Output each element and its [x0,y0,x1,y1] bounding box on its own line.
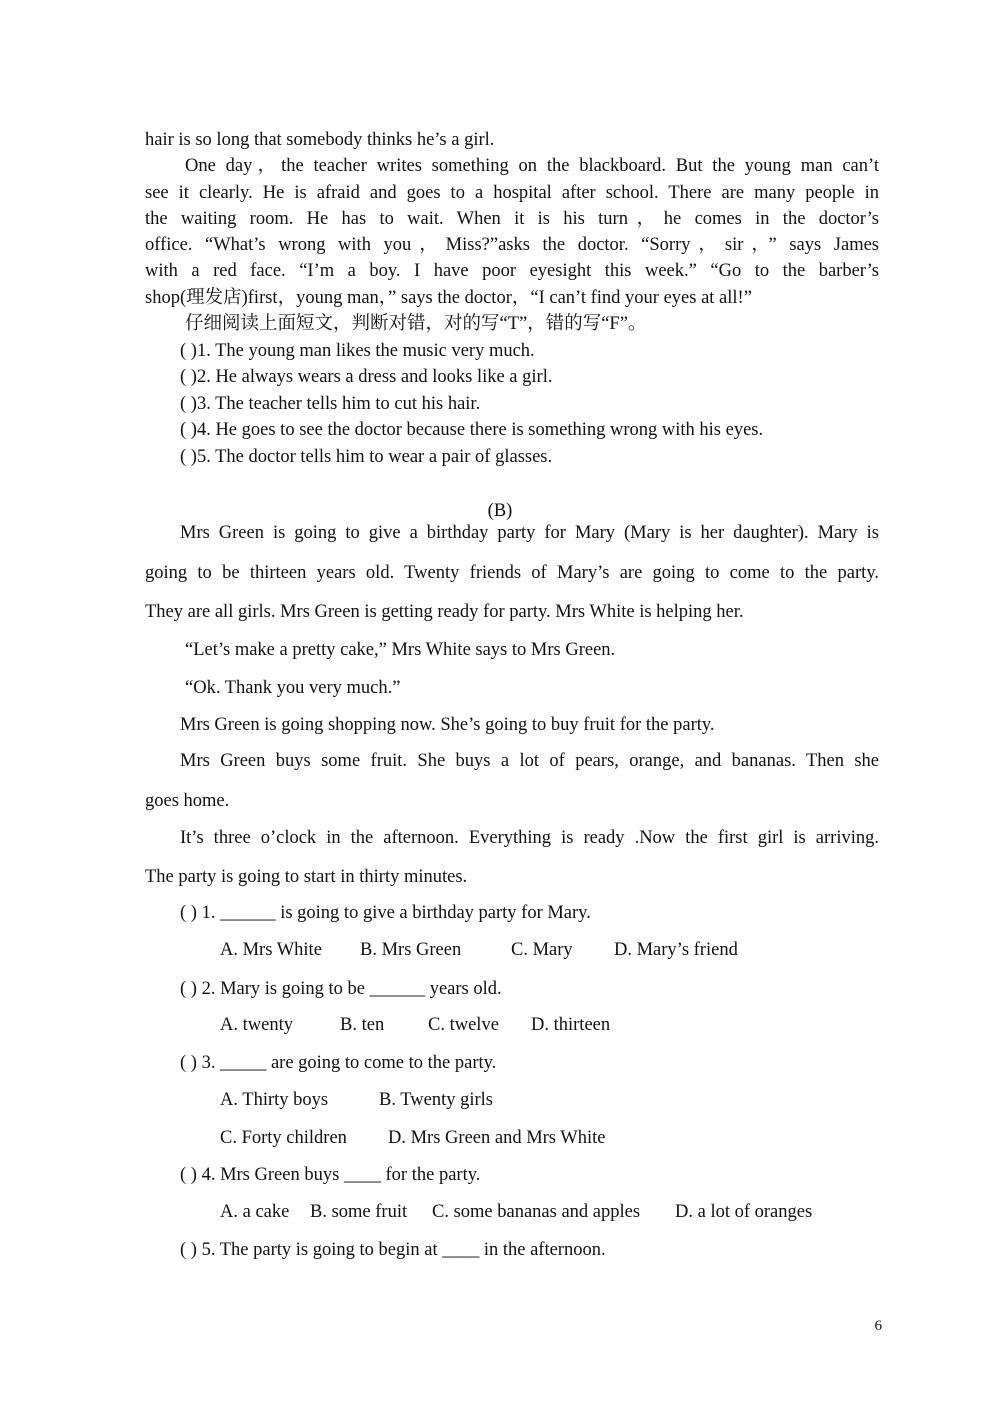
mc-option: D. a lot of oranges [675,1202,813,1222]
mc-question-stem: ( ) 3. _____ are going to come to the party. [180,1053,497,1073]
mc-option: D. Mary’s friend [614,940,738,960]
passage-b-line: Mrs Green buys some fruit. She buys a lot of pears, orange, and bananas. Then she [180,751,879,771]
mc-option: B. Mrs Green [360,940,462,960]
tf-question: ( )3. The teacher tells him to cut his hair. [180,394,481,414]
passage-b-line: “Let’s make a pretty cake,” Mrs White says to Mrs Green. [185,640,616,660]
mc-option: B. some fruit [310,1202,408,1222]
passage-b-line: They are all girls. Mrs Green is getting ready for party. Mrs White is helping her. [145,602,744,622]
tf-question: ( )2. He always wears a dress and looks like a girl. [180,367,553,387]
mc-option: C. Forty children [220,1128,347,1148]
mc-question-stem: ( ) 4. Mrs Green buys ____ for the party. [180,1165,481,1185]
tf-question: ( )1. The young man likes the music very much. [180,341,535,361]
mc-option: A. twenty [220,1015,293,1035]
mc-option: A. Thirty boys [220,1090,329,1110]
passage-b-line: The party is going to start in thirty minutes. [145,867,468,887]
page-number: 6 [874,1318,882,1334]
mc-question-stem: ( ) 1. ______ is going to give a birthday party for Mary. [180,903,591,923]
passage-a-line: see it clearly. He is afraid and goes to a hospital after school. There are many people in [145,183,879,203]
tf-instruction: 仔细阅读上面短文，判断对错，对的写“T”，错的写“F”。 [185,314,647,334]
passage-a-line: hair is so long that somebody thinks he’s a girl. [145,130,495,150]
mc-options [220,1091,493,1110]
mc-option: A. a cake [220,1202,290,1222]
mc-option: B. ten [340,1015,385,1035]
tf-question: ( )5. The doctor tells him to wear a pair of glasses. [180,447,553,467]
mc-option: C. twelve [428,1015,499,1035]
mc-option: D. Mrs Green and Mrs White [388,1128,606,1148]
mc-option: B. Twenty girls [379,1090,493,1110]
mc-options [220,941,738,960]
passage-b-line: Mrs Green is going to give a birthday party for Mary (Mary is her daughter). Mary is [180,523,879,543]
passage-a-line: the waiting room. He has to wait. When it is his turn，he comes in the doctor’s [145,209,879,229]
passage-a-line: office. “What’s wrong with you，Miss?”asks the doctor. “Sorry，sir，” says James [145,235,879,255]
mc-option: A. Mrs White [220,940,322,960]
passage-b-line: going to be thirteen years old. Twenty friends of Mary’s are going to come to the party. [145,563,879,583]
passage-b-line: “Ok. Thank you very much.” [185,678,401,698]
mc-options [220,1203,812,1222]
mc-option: C. some bananas and apples [432,1202,641,1222]
mc-option: D. thirteen [531,1015,611,1035]
section-heading-b: (B) [487,501,513,521]
mc-question-stem: ( ) 5. The party is going to begin at ____ in the afternoon. [180,1240,606,1260]
tf-question: ( )4. He goes to see the doctor because there is something wrong with his eyes. [180,420,764,440]
passage-b-line: Mrs Green is going shopping now. She’s going to buy fruit for the party. [180,715,715,735]
mc-question-stem: ( ) 2. Mary is going to be ______ years old. [180,979,502,999]
passage-b-line: goes home. [145,791,230,811]
mc-options [220,1016,610,1035]
passage-a-line: shop(理发店)first，young man，” says the doctor，“I can’t find your eyes at all!” [145,288,752,308]
passage-b-line: It’s three o’clock in the afternoon. Everything is ready .Now the first girl is arriving. [180,828,879,848]
mc-option: C. Mary [511,940,573,960]
mc-options [220,1129,606,1148]
passage-a-line: with a red face. “I’m a boy. I have poor eyesight this week.” “Go to the barber’s [145,261,879,281]
passage-a-line: One day，the teacher writes something on the blackboard. But the young man can’t [185,156,879,176]
